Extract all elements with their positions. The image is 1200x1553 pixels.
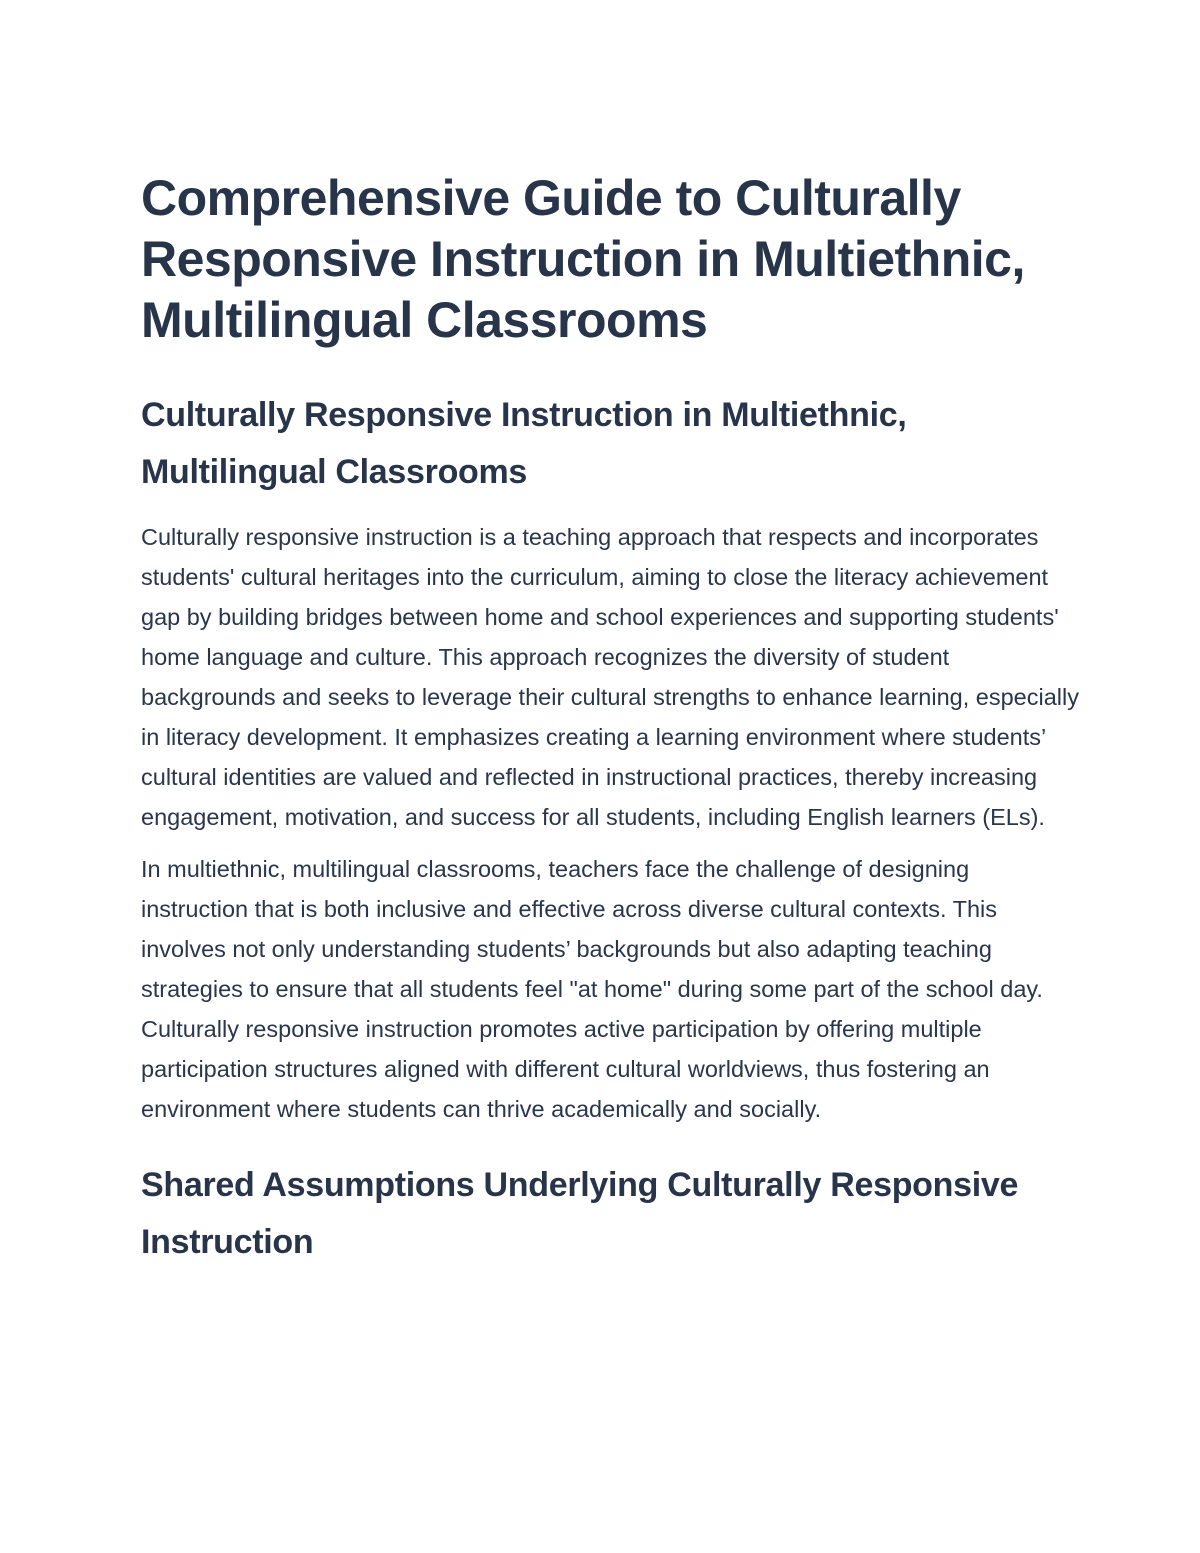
- paragraph-definition: Culturally responsive instruction is a teaching approach that respects and incorporates students' cultural heritages into the curriculum, aiming to close the literacy achievement gap by building bridges between home and school experiences and supporting students' home language and culture. This approach recognizes the diversity of student backgrounds and seeks to leverage their cultural strengths to enhance learning, especially in literacy development. It emphasizes creating a learning environment where students’ cultural identities are valued and reflected in instructional practices, thereby increasing engagement, motivation, and success for all students, including English learners (ELs).: [141, 524, 1079, 830]
- paragraph-multiethnic-classrooms: In multiethnic, multilingual classrooms, teachers face the challenge of designing instruction that is both inclusive and effective across diverse cultural contexts. This involves not only understanding students’ backgrounds but also adapting teaching strategies to ensure that all students feel "at home" during some part of the school day. Culturally responsive instruction promotes active participation by offering multiple participation structures aligned with different cultural worldviews, thus fostering an environment where students can thrive academically and socially.: [141, 856, 1043, 1122]
- section-heading-shared-assumptions: Shared Assumptions Underlying Culturally Responsive Instruction: [141, 1166, 1019, 1261]
- section-heading-culturally-responsive-instruction: Culturally Responsive Instruction in Multiethnic, Multilingual Classrooms: [141, 396, 907, 491]
- document-title: Comprehensive Guide to Culturally Responsive Instruction in Multiethnic, Multilingual Classrooms: [141, 170, 1025, 348]
- document-page: [141, 168, 1081, 1271]
